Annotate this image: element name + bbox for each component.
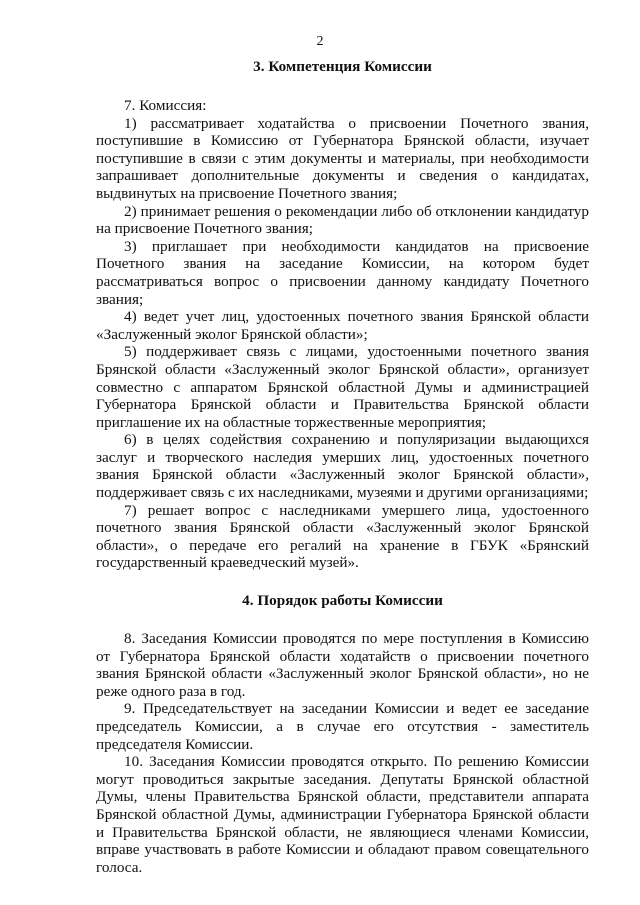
competence-item-7: 7) решает вопрос с наследниками умершего лица, удостоенного почетного звания Брянской области «Заслуженный эколог Брянской области», о передаче его регалий на хранение в ГБУК «Брянский государственный краеведческий музей». [96,501,589,572]
document-body [96,58,589,876]
section-3-heading: 3. Компетенция Комиссии [253,58,432,75]
procedure-paragraph-9: 9. Председательствует на заседании Комиссии и ведет ее заседание председатель Комиссии, а в случае его отсутствия - заместитель председателя Комиссии. [96,700,589,753]
competence-item-4: 4) ведет учет лиц, удостоенных почетного звания Брянской области «Заслуженный эколог Брянской области»; [96,308,589,343]
competence-item-2: 2) принимает решения о рекомендации либо об отклонении кандидатур на присвоение Почетного звания; [96,202,589,238]
procedure-paragraph-8: 8. Заседания Комиссии проводятся по мере поступления в Комиссию от Губернатора Брянской области ходатайств о присвоении почетного звания Брянской области «Заслуженный эколог Брянской области», но не реже одного раза в год. [96,630,589,700]
section-3-intro: 7. Комиссия: [124,97,207,114]
competence-item-3: 3) приглашает при необходимости кандидатов на присвоение Почетного звания на заседание Комиссии, на котором будет рассматриваться вопрос о присвоении данному кандидату Почетного звания; [96,237,589,308]
competence-item-1: 1) рассматривает ходатайства о присвоении Почетного звания, поступившие в Комиссию от Губернатора Брянской области, изучает поступившие в связи с этим документы и материалы, при необходимости запрашивает дополнительные документы и сведения о кандидатах, выдвинутых на присвоение Почетного звания; [96,114,589,202]
competence-item-6: 6) в целях содействия сохранению и популяризации выдающихся заслуг и творческого наследия умерших лиц, удостоенных почетного звания Брянской области «Заслуженный эколог Брянской области», поддерживает связь с их наследниками, музеями и другими организациями; [96,431,589,502]
page-number: 2 [316,34,324,49]
section-4-heading: 4. Порядок работы Комиссии [242,592,443,610]
procedure-paragraph-10: 10. Заседания Комиссии проводятся открыто. По решению Комиссии могут проводиться закрытые заседания. Депутаты Брянской областной Думы, члены Правительства Брянской области, представители аппарата Брянской областной Думы, администрации Губернатора Брянской области и Правительства Брянской области, не являющиеся членами Комиссии, вправе участвовать в работе Комиссии и обладают правом совещательного голоса. [96,753,589,876]
competence-item-5: 5) поддерживает связь с лицами, удостоенными почетного звания Брянской области «Заслуженный эколог Брянской области», организует совместно с аппаратом Брянской областной Думы и администрацией Губернатора Брянской области и Правительства Брянской области приглашение их на областные торжественные мероприятия; [96,343,589,431]
